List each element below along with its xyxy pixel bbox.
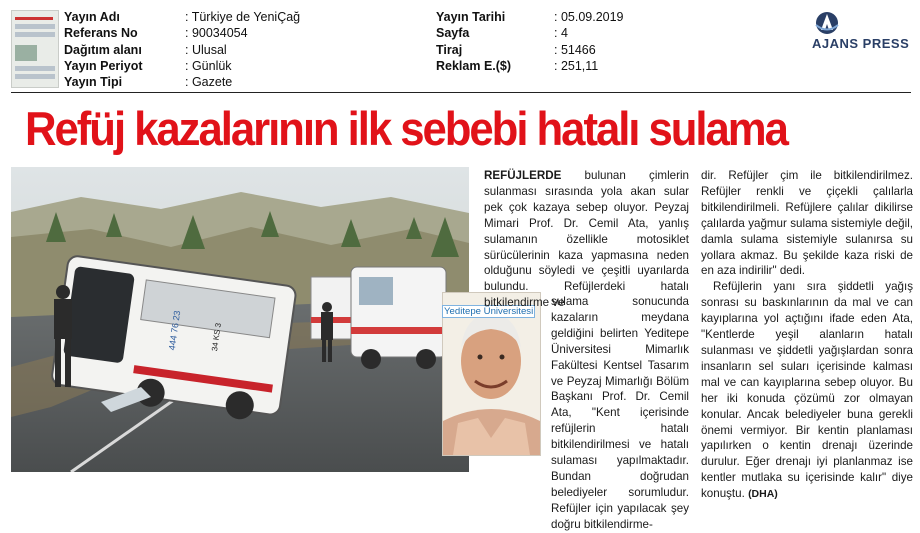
bus-plate: 34 KS 3 <box>210 322 223 352</box>
portrait-caption: Yeditepe Üniversitesi <box>444 306 534 317</box>
logo-text: AJANS PRESS <box>812 36 910 51</box>
publication-info-right <box>436 9 624 74</box>
meta-row-date: Yayın Tarihi : 05.09.2019 <box>436 10 624 24</box>
article-headline: Refüj kazalarının ilk sebebi hatalı sulama <box>25 102 787 155</box>
ajans-press-logo-icon <box>812 11 842 37</box>
header-divider <box>11 92 911 93</box>
article-column-1 <box>484 168 689 311</box>
meta-row-publication-name: Yayın Adı : Türkiye de YeniÇağ <box>64 10 301 24</box>
accident-photo <box>11 167 469 472</box>
meta-row-circulation: Tiraj : 51466 <box>436 42 596 57</box>
article-lead: REFÜJLERDE <box>484 169 562 182</box>
article-column-1-lower <box>551 294 689 533</box>
source-signature: (DHA) <box>748 488 778 501</box>
meta-row-distribution: Dağıtım alanı : Ulusal <box>64 42 227 57</box>
article-col1b-text: sulama sonucunda kazaların meydana geldiğini belirten Yeditepe Üniversitesi Mimarlık Fakültesi Kentsel Tasarım ve Peyzaj Mimarlığı Bölüm Başkanı Prof. Dr. Cemil Ata, "Kent içerisinde refüjlerin hatalı bitkilendirilmesi ve hatalı sulaması yapılmaktadır. Bundan doğrudan belediyeler sorumludur. Refüjler için yapılacak şey doğru bitkilendirme- <box>551 295 689 531</box>
meta-row-ad-equivalent: Reklam E.($) : 251,11 <box>436 58 599 73</box>
ajans-press-logo <box>812 11 912 51</box>
meta-row-reference-no: Referans No : 90034054 <box>64 26 248 41</box>
overturned-bus-image <box>11 167 469 472</box>
article-column-2 <box>701 168 913 503</box>
article-col1-text: bulunan çimlerin sulanması sırasında yola akan sular pek çok kazaya sebep oluyor. Peyzaj Mimari Prof. Dr. Cemil Ata, yanlış sulamanın özellikle motosiklet sürücülerinin kaza yapmasına neden olduğunu söyledi ve çeşitli uyarılarda bulundu. Refüjlerdeki hatalı bitkilendirme ve <box>484 169 689 310</box>
clipping-header <box>0 0 920 90</box>
page-thumbnail[interactable] <box>11 10 59 88</box>
meta-row-period: Yayın Periyot : Günlük <box>64 58 232 73</box>
publication-info-left <box>64 9 300 90</box>
article-col2-paragraph-2: Refüjlerin yanı sıra şiddetli yağış sonrası su baskınlarının da mal ve can kayıplarına yol açtığını ifade eden Ata, "Kentlerde yeşil alanların hatalı sulanması ve şiddetli yağışlardan sonra insanların sel suları içerisinde kalması mal ve can kayıplarına sebep oluyor. Bu her iki konuda çözümü zor olmayan konular. Ancak belediyeler buna gerekli önemi vermiyor. Bir kentin planlaması yapılırken o kentin drenajı üzerinde durulur. Eğer drenajı iyi planlanmaz ise kentler mutlaka su içerisinde kalır" diye konuştu. <box>701 280 913 501</box>
bus-number: 444 76 23 <box>166 309 183 351</box>
article-col2-paragraph-1: dir. Refüjler çim ile bitkilendirilmez. Refüjler renkli ve çiçekli çalılarla bitkilendirilmeli. Refüjlere çalılar dikilirse çalılarda yağmur sulama sistemiyle değil, damla sulama sistemiyle sulanırsa su yollara akmaz. Bu şekilde kaza riski de en aza indirilir" dedi. <box>701 169 913 278</box>
meta-row-type: Yayın Tipi : Gazete <box>64 75 233 90</box>
meta-row-page: Sayfa : 4 <box>436 26 568 41</box>
